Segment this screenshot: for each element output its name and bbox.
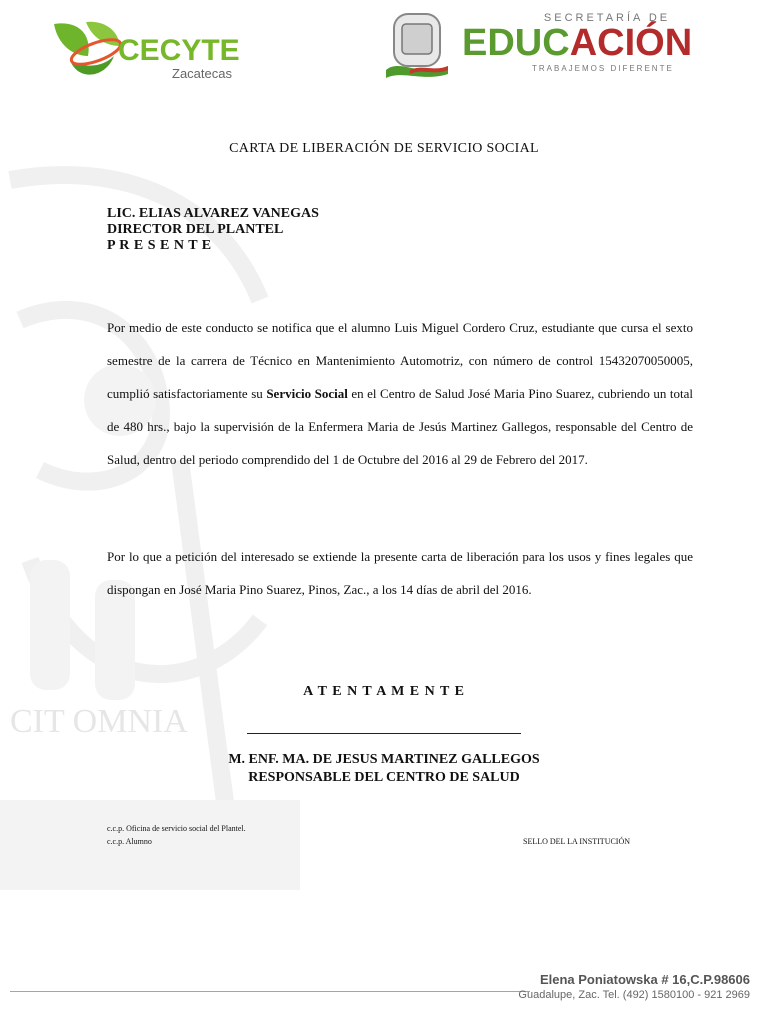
signature-line xyxy=(247,733,521,734)
cecyte-leaf-icon xyxy=(48,16,126,84)
cecyte-subtitle: Zacatecas xyxy=(172,66,232,81)
footer-address: Elena Poniatowska # 16,C.P.98606 xyxy=(539,972,750,987)
body-paragraph-2: Por lo que a petición del interesado se extiende la presente carta de liberación para los usos y fines legales que dispongan en José Maria Pino Suarez, Pinos, Zac., a los 14 días de abril del 2016. xyxy=(107,549,693,597)
cecyte-logo xyxy=(48,16,248,86)
footer-divider xyxy=(10,991,530,992)
sep-logo xyxy=(462,12,752,74)
document-title: CARTA DE LIBERACIÓN DE SERVICIO SOCIAL xyxy=(229,141,539,156)
cecyte-name: CECYTE xyxy=(118,34,240,67)
p1-text-start: Por medio de este conducto se notifica que el alumno Luis Miguel Cordero Cruz, estudiante que cursa el sexto semestre de la carrera de Técnico en Mantenimiento Automotriz, con número de control 15432070050005, cumplió satisfactoriamente su xyxy=(107,320,693,401)
ccp-line-2: c.c.p. Alumno xyxy=(107,837,152,846)
watermark-text: CIT OMNIA xyxy=(10,703,188,740)
presente-label: P R E S E N T E xyxy=(107,238,212,253)
sep-logo-wordmark xyxy=(462,22,692,65)
sep-logo-tagline: TRABAJEMOS DIFERENTE xyxy=(532,64,674,73)
p1-bold-servicio-social: Servicio Social xyxy=(266,386,348,401)
sep-word-green: EDUC xyxy=(462,22,570,64)
ccp-line-1: c.c.p. Oficina de servicio social del Plantel. xyxy=(107,824,246,833)
seal-label: SELLO DEL LA INSTITUCIÓN xyxy=(523,837,631,846)
watermark-crest xyxy=(0,140,300,900)
recipient-name: LIC. ELIAS ALVAREZ VANEGAS xyxy=(107,206,319,221)
signer-name: M. ENF. MA. DE JESUS MARTINEZ GALLEGOS xyxy=(228,752,540,767)
sep-word-red: ACIÓN xyxy=(569,22,693,64)
footer-contact: Guadalupe, Zac. Tel. (492) 1580100 - 921 2969 xyxy=(518,989,750,1001)
signer-role: RESPONSABLE DEL CENTRO DE SALUD xyxy=(248,770,520,785)
recipient-role: DIRECTOR DEL PLANTEL xyxy=(107,222,284,237)
p1-text-end: en el Centro de Salud José Maria Pino Suarez, cubriendo un total de 480 hrs., bajo la supervisión de la Enfermera Maria de Jesús Martinez Gallegos, responsable del Centro de Salud, dentro del periodo comprendido del 1 de Octubre del 2016 al 29 de Febrero del 2017. xyxy=(107,386,693,467)
sep-logo-top: SECRETARÍA DE xyxy=(543,12,671,24)
closing-atentamente: A T E N T A M E N T E xyxy=(303,684,465,699)
state-seal-icon xyxy=(380,8,454,82)
body-paragraph-1 xyxy=(107,311,693,476)
